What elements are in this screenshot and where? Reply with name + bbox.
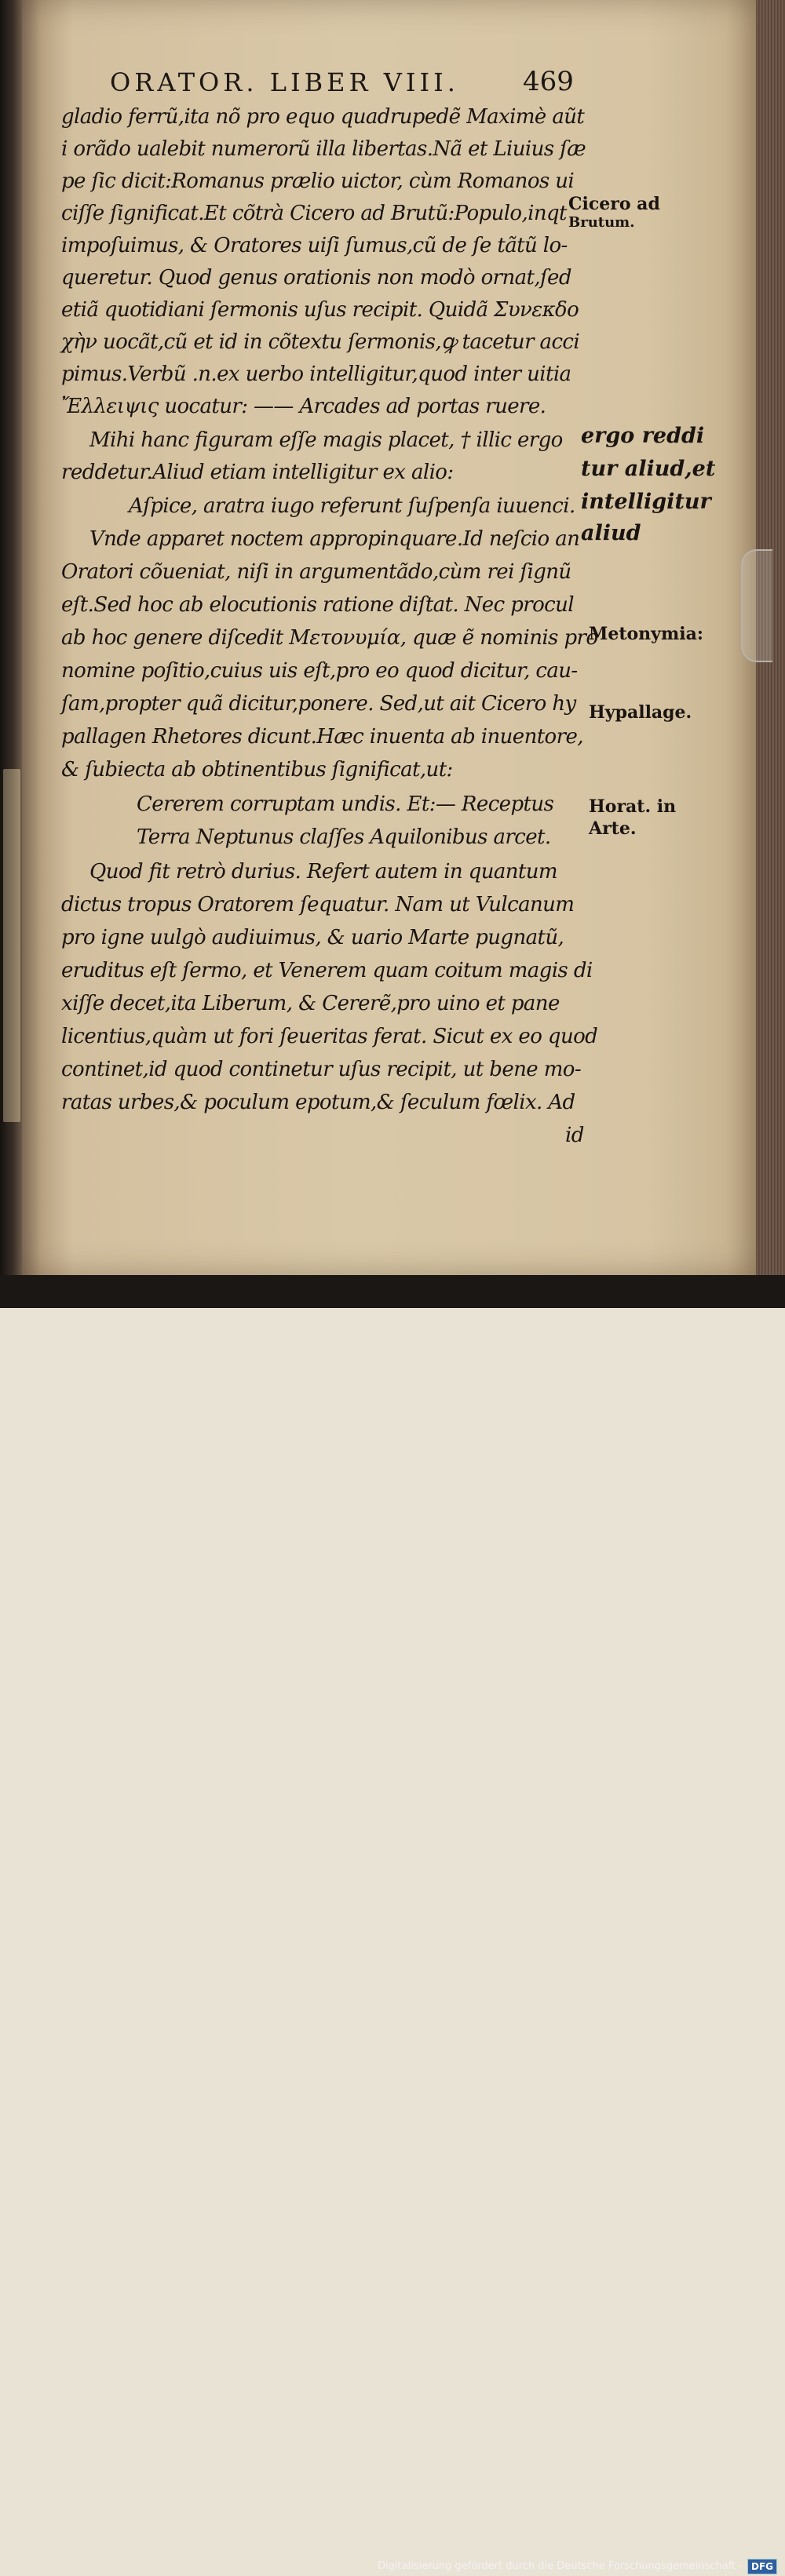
marginal-note-hypallage: Hypallage. (589, 702, 692, 723)
text-line: pro igne uulgò audiuimus, & uario Marte pugnatũ, (61, 926, 564, 949)
text-line: Mihi hanc figuram eſſe magis placet, † illic ergo (89, 428, 563, 452)
text-line: pe ſic dicit:Romanus prælio uictor, cùm Romanos ui (61, 169, 575, 193)
book-page (22, 0, 756, 1275)
marginal-note-cicero: Cicero ad (568, 194, 660, 214)
text-line-verse: Aſpice, aratra iugo referunt ſuſpenſa iuuenci. (129, 494, 575, 518)
marginal-note-horat: Horat. in (589, 796, 677, 817)
text-line: xiſſe decet,ita Liberum, & Cererẽ,pro uino et pane (61, 992, 560, 1015)
text-line: nomine poſitio,cuius uis eſt,pro eo quod dicitur, cau- (61, 659, 578, 683)
marginal-note-ergo: ergo reddi (581, 424, 705, 448)
text-line: pimus.Verbũ .n.ex uerbo intelligitur,quod inter uitia (61, 363, 571, 386)
text-line: ratas urbes,& poculum epotum,& ſeculum fœlix. Ad (61, 1091, 575, 1114)
text-line: Vnde apparet noctem appropinquare.Id neſcio an (89, 527, 580, 551)
text-line: eſt.Sed hoc ab elocutionis ratione diſtat. Nec procul (61, 593, 574, 617)
text-line: queretur. Quod genus orationis non modò ornat,ſed (61, 266, 571, 290)
text-line: Quod fit retrò durius. Refert autem in quantum (89, 860, 557, 884)
page-number: 469 (523, 66, 574, 97)
text-line: eruditus eſt ſermo, et Venerem quam coitum magis di (61, 959, 593, 982)
text-line: continet,id quod continetur uſus recipit, ut bene mo- (61, 1058, 582, 1081)
marginal-note-horat: Arte. (589, 818, 637, 839)
marginal-note-ergo: intelligitur (581, 490, 711, 514)
text-line: reddetur.Aliud etiam intelligitur ex alio: (61, 461, 454, 484)
facing-page-fragment (3, 769, 20, 1122)
text-line: Ἔλλειψις uocatur: —— Arcades ad portas ruere. (61, 395, 546, 418)
funding-credit-text: Digitalisierung gefördert durch die Deutsche Forschungsgemeinschaft - (378, 2560, 743, 2572)
marginal-note-ergo: aliud (581, 521, 641, 545)
text-line-verse: Cererem corruptam undis. Et:— Receptus (137, 792, 554, 816)
text-line: ſam,propter quã dicitur,ponere. Sed,ut ait Cicero hy (61, 692, 576, 716)
text-line: dictus tropus Oratorem ſequatur. Nam ut Vulcanum (61, 893, 575, 916)
catchword: id (565, 1124, 584, 1147)
marginal-note-ergo: tur aliud,et (581, 457, 716, 481)
text-line: pallagen Rhetores dicunt.Hæc inuenta ab inuentore, (61, 725, 583, 749)
running-title: ORATOR. LIBER VIII. (110, 67, 459, 97)
marginal-note-metonymia: Metonymia: (589, 624, 703, 644)
text-line: & ſubiecta ab obtinentibus ſignificat,ut: (61, 758, 453, 782)
text-line: χὴν uocãt,cũ et id in cõtextu ſermonis,ꝙ tacetur acci (61, 330, 580, 354)
bookmark-ribbon (741, 549, 772, 662)
text-line: gladio ferrũ,ita nõ pro equo quadrupedẽ Maximè aũt (61, 105, 585, 129)
funding-credit (378, 2557, 777, 2576)
text-line: etiã quotidiani ſermonis uſus recipit. Quidã Συνεκδο (61, 298, 579, 322)
text-line: licentius,quàm ut fori ſeueritas ferat. Sicut ex eo quod (61, 1025, 598, 1048)
dfg-logo: DFG (747, 2559, 777, 2574)
text-line: Oratori cõueniat, niſi in argumentãdo,cùm rei ſignũ (61, 560, 571, 584)
text-line: impoſuimus, & Oratores uiſi ſumus,cũ de ſe tãtũ lo- (61, 234, 568, 257)
text-line: ciſſe ſignificat.Et cõtrà Cicero ad Brutũ:Populo,inqt (61, 202, 567, 225)
footer-bar (0, 1275, 785, 2572)
text-line-verse: Terra Neptunus claſſes Aquilonibus arcet. (137, 825, 551, 849)
marginal-note-cicero: Brutum. (568, 214, 635, 231)
text-line: i orãdo ualebit numerorũ illa libertas.Nã et Liuius ſæ (61, 137, 586, 161)
text-line: ab hoc genere diſcedit Μετονυμία, quæ ẽ nominis pro (61, 626, 598, 650)
